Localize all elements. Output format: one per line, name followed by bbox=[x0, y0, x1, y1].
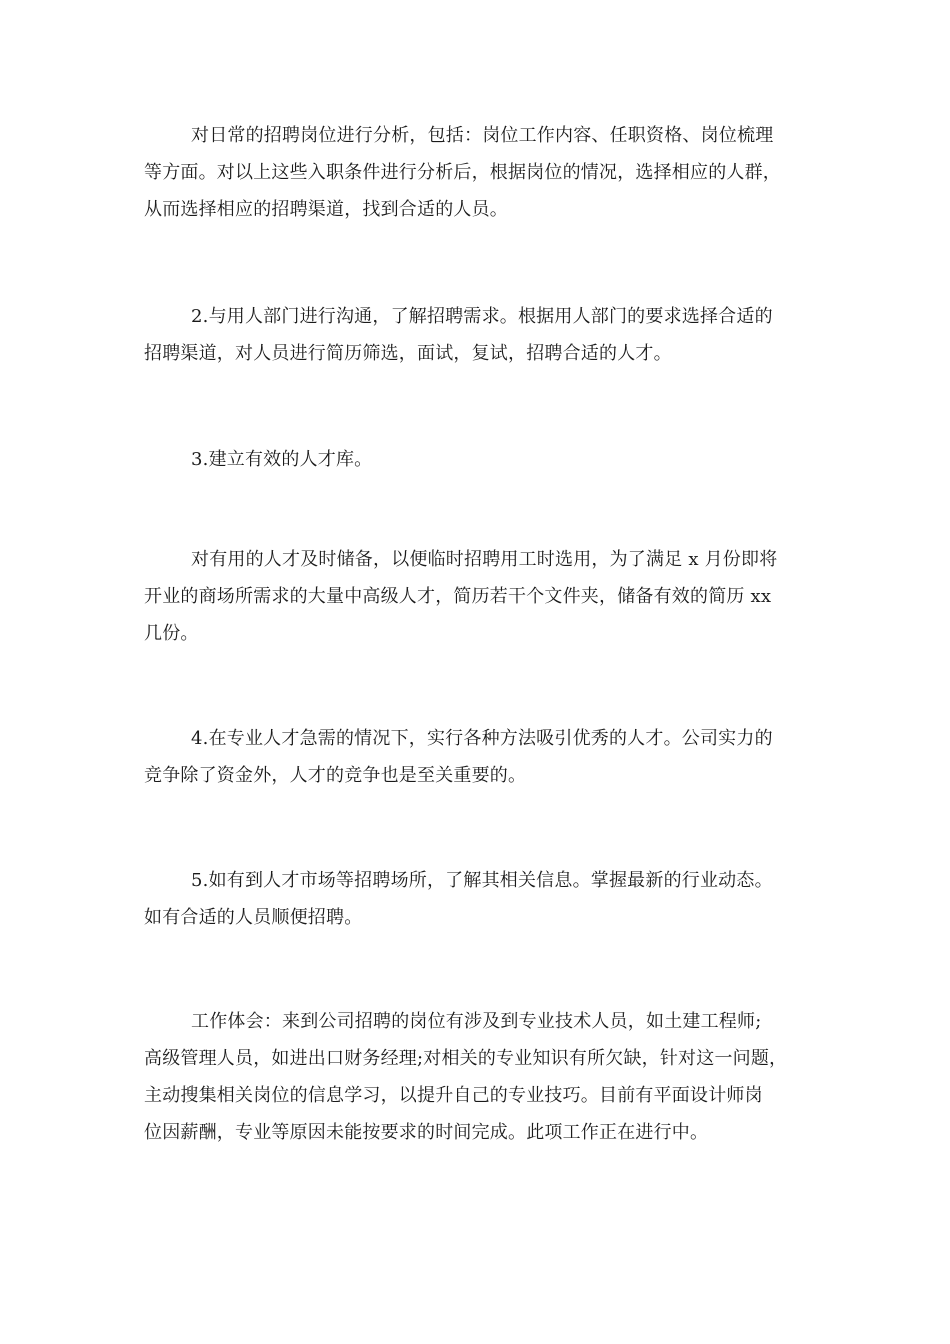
paragraph-work-experience bbox=[144, 1003, 824, 1151]
text-line: 从而选择相应的招聘渠道，找到合适的人员。 bbox=[144, 199, 508, 220]
text-line: 几份。 bbox=[144, 623, 199, 644]
text-line: 主动搜集相关岗位的信息学习，以提升自己的专业技巧。目前有平面设计师岗 bbox=[144, 1085, 763, 1106]
paragraph-item-5 bbox=[144, 862, 824, 936]
text-line: 对日常的招聘岗位进行分析，包括：岗位工作内容、任职资格、岗位梳理 bbox=[191, 125, 774, 146]
text-line: 2.与用人部门进行沟通，了解招聘需求。根据用人部门的要求选择合适的 bbox=[191, 306, 773, 327]
text-line: 等方面。对以上这些入职条件进行分析后，根据岗位的情况，选择相应的人群， bbox=[144, 162, 781, 183]
paragraph-job-analysis bbox=[144, 117, 824, 228]
paragraph-item-4 bbox=[144, 720, 824, 794]
text-line: 竞争除了资金外，人才的竞争也是至关重要的。 bbox=[144, 765, 527, 786]
text-line: 开业的商场所需求的大量中高级人才，简历若干个文件夹，储备有效的简历 xx bbox=[144, 586, 772, 607]
text-line: 位因薪酬，专业等原因未能按要求的时间完成。此项工作正在进行中。 bbox=[144, 1122, 709, 1143]
paragraph-item-2 bbox=[144, 298, 824, 372]
text-line: 5.如有到人才市场等招聘场所，了解其相关信息。掌握最新的行业动态。 bbox=[191, 870, 773, 891]
paragraph-item-3 bbox=[144, 441, 824, 478]
paragraph-talent-reserve bbox=[144, 541, 824, 652]
text-line: 如有合适的人员顺便招聘。 bbox=[144, 907, 363, 928]
text-line: 4.在专业人才急需的情况下，实行各种方法吸引优秀的人才。公司实力的 bbox=[191, 728, 773, 749]
text-line: 招聘渠道，对人员进行简历筛选，面试，复试，招聘合适的人才。 bbox=[144, 343, 672, 364]
text-line: 工作体会：来到公司招聘的岗位有涉及到专业技术人员，如土建工程师; bbox=[191, 1011, 762, 1032]
text-line: 对有用的人才及时储备，以便临时招聘用工时选用，为了满足 x 月份即将 bbox=[191, 549, 778, 570]
text-line: 高级管理人员，如进出口财务经理;对相关的专业知识有所欠缺，针对这一问题， bbox=[144, 1048, 788, 1069]
text-line: 3.建立有效的人才库。 bbox=[191, 449, 373, 470]
